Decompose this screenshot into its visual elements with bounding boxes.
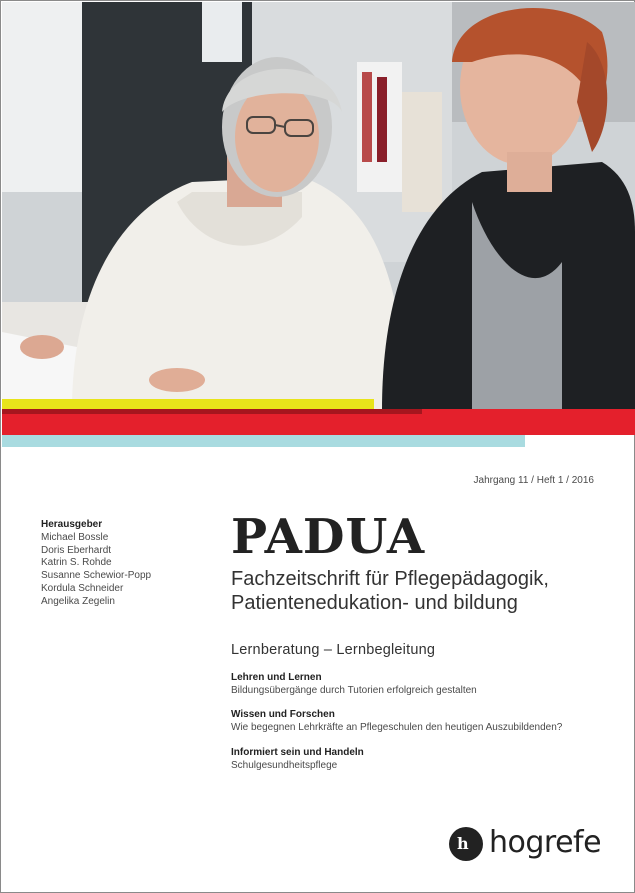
section-lehren-und-lernen — [231, 672, 477, 697]
section-text: Bildungsübergänge durch Tutorien erfolgreich gestalten — [231, 684, 477, 696]
light-blue-stripe — [2, 435, 525, 447]
cover-photo — [2, 2, 635, 410]
editor-name: Susanne Schewior-Popp — [41, 570, 152, 582]
hogrefe-mark-icon — [449, 827, 483, 861]
subtitle-line-2: Patientenedukation- und bildung — [231, 592, 518, 614]
editors-label: Herausgeber — [41, 519, 103, 530]
editor-name: Michael Bossle — [41, 531, 109, 543]
section-text: Wie begegnen Lehrkräfte an Pflegeschulen den heutigen Auszubildenden? — [231, 721, 563, 733]
journal-subtitle — [231, 567, 549, 615]
issue-theme: Lernberatung – Lernbegleitung — [231, 642, 436, 658]
dark-red-stripe — [2, 409, 422, 414]
editor-name: Doris Eberhardt — [41, 544, 112, 556]
issue-info: Jahrgang 11 / Heft 1 / 2016 — [473, 475, 594, 486]
section-text: Schulgesundheitspflege — [231, 759, 338, 771]
section-heading: Informiert sein und Handeln — [231, 747, 364, 758]
section-heading: Lehren und Lernen — [231, 672, 322, 683]
hogrefe-mark-letter: h — [457, 834, 469, 853]
editor-name: Angelika Zegelin — [41, 595, 115, 607]
subtitle-line-1: Fachzeitschrift für Pflegepädagogik, — [231, 568, 549, 590]
editors-block — [41, 519, 151, 609]
cover-photo-illustration — [2, 2, 635, 410]
editor-name: Kordula Schneider — [41, 582, 124, 594]
publisher-name: hogrefe — [489, 825, 602, 860]
section-heading: Wissen und Forschen — [231, 709, 335, 720]
journal-title: PADUA — [231, 509, 426, 565]
section-informiert-sein-und-handeln — [231, 747, 364, 772]
yellow-stripe — [2, 399, 374, 409]
section-wissen-und-forschen — [231, 709, 562, 734]
editor-name: Katrin S. Rohde — [41, 557, 112, 569]
